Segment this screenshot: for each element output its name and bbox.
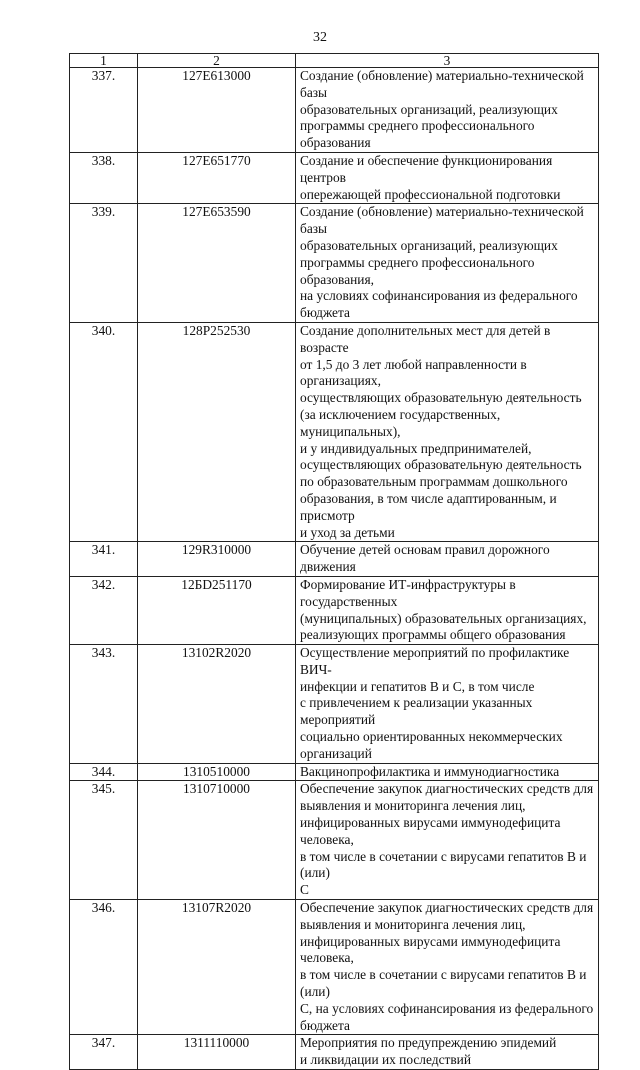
table-header bbox=[70, 54, 599, 68]
row-code: 13107R2020 bbox=[138, 900, 296, 1035]
row-description: Создание (обновление) материально-технической базы образовательных организаций, реализующих программы среднего профессионального образования, на условиях софинансирования из федерального бюджета bbox=[296, 204, 599, 323]
table-row bbox=[70, 542, 599, 577]
row-code: 127E653590 bbox=[138, 204, 296, 323]
page-number: 32 bbox=[313, 30, 327, 45]
row-number: 337. bbox=[70, 68, 138, 153]
table-row bbox=[70, 763, 599, 781]
row-number: 343. bbox=[70, 645, 138, 764]
row-number: 339. bbox=[70, 204, 138, 323]
row-number: 346. bbox=[70, 900, 138, 1035]
table-row bbox=[70, 781, 599, 900]
row-description: Создание дополнительных мест для детей в возрасте от 1,5 до 3 лет любой направленности в организациях, осуществляющих образовательную деятельность (за исключением государственных, муниципальных), и у индивидуальных предпринимателей, осуществляющих образовательную деятельность по образовательным программам дошкольного образования, в том числе адаптированным, и присмотр и уход за детьми bbox=[296, 322, 599, 541]
table-body bbox=[70, 68, 599, 1070]
row-code: 127E651770 bbox=[138, 152, 296, 203]
row-number: 342. bbox=[70, 576, 138, 644]
table-row bbox=[70, 68, 599, 153]
table-row bbox=[70, 322, 599, 541]
table-row bbox=[70, 1035, 599, 1070]
row-description: Создание и обеспечение функционирования центров опережающей профессиональной подготовки bbox=[296, 152, 599, 203]
budget-classification-table bbox=[69, 53, 599, 1070]
header-col-3: 3 bbox=[296, 54, 599, 68]
row-code: 127E613000 bbox=[138, 68, 296, 153]
row-description: Формирование ИТ-инфраструктуры в государственных (муниципальных) образовательных организациях, реализующих программы общего образования bbox=[296, 576, 599, 644]
row-code: 1310510000 bbox=[138, 763, 296, 781]
table-row bbox=[70, 204, 599, 323]
row-number: 341. bbox=[70, 542, 138, 577]
table-row bbox=[70, 645, 599, 764]
table-row bbox=[70, 900, 599, 1035]
header-row bbox=[70, 54, 599, 68]
header-col-1: 1 bbox=[70, 54, 138, 68]
row-number: 347. bbox=[70, 1035, 138, 1070]
row-code: 1310710000 bbox=[138, 781, 296, 900]
row-code: 128P252530 bbox=[138, 322, 296, 541]
row-code: 12БD251170 bbox=[138, 576, 296, 644]
row-number: 340. bbox=[70, 322, 138, 541]
row-code: 129R310000 bbox=[138, 542, 296, 577]
row-description: Обеспечение закупок диагностических средств для выявления и мониторинга лечения лиц, инфицированных вирусами иммунодефицита человека, в том числе в сочетании с вирусами гепатитов В и (или) С, на условиях софинансирования из федерального бюджета bbox=[296, 900, 599, 1035]
row-description: Обучение детей основам правил дорожного движения bbox=[296, 542, 599, 577]
row-description: Осуществление мероприятий по профилактике ВИЧ- инфекции и гепатитов В и С, в том числе с привлечением к реализации указанных мероприятий социально ориентированных некоммерческих организаций bbox=[296, 645, 599, 764]
row-code: 13102R2020 bbox=[138, 645, 296, 764]
row-number: 345. bbox=[70, 781, 138, 900]
row-description: Обеспечение закупок диагностических средств для выявления и мониторинга лечения лиц, инфицированных вирусами иммунодефицита человека, в том числе в сочетании с вирусами гепатитов В и (или) С bbox=[296, 781, 599, 900]
row-code: 1311110000 bbox=[138, 1035, 296, 1070]
row-number: 344. bbox=[70, 763, 138, 781]
row-number: 338. bbox=[70, 152, 138, 203]
table-row bbox=[70, 576, 599, 644]
header-col-2: 2 bbox=[138, 54, 296, 68]
row-description: Мероприятия по предупреждению эпидемий и ликвидации их последствий bbox=[296, 1035, 599, 1070]
table-row bbox=[70, 152, 599, 203]
row-description: Вакцинопрофилактика и иммунодиагностика bbox=[296, 763, 599, 781]
row-description: Создание (обновление) материально-технической базы образовательных организаций, реализующих программы среднего профессионального образования bbox=[296, 68, 599, 153]
